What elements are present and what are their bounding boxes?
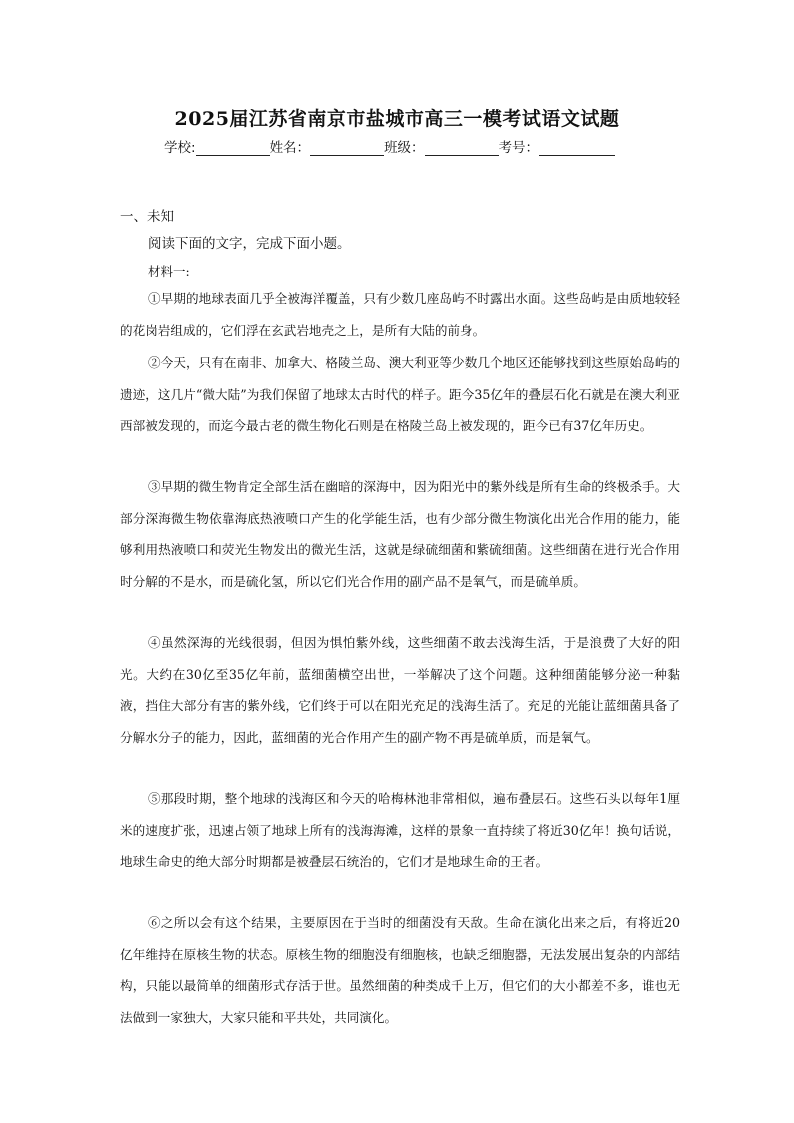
- school-label: 学校:: [164, 140, 196, 156]
- class-label: 班级：: [384, 140, 425, 156]
- reading-instruction: 阅读下面的文字，完成下面小题。: [148, 236, 351, 252]
- paragraph-3: ③早期的微生物肯定全部生活在幽暗的深海中，因为阳光中的紫外线是所有生命的终极杀手。大部分深海微生物依靠海底热液喷口产生的化学能生活，也有少部分微生物演化出光合作用的能力，能够利用热液喷口和荧光生物发出的微光生活，这就是绿硫细菌和紫硫细菌。这些细菌在进行光合作用时分解的不是水，而是硫化氢，所以它们光合作用的副产品不是氧气，而是硫单质。: [120, 479, 680, 589]
- paragraph-6: ⑥之所以会有这个结果，主要原因在于当时的细菌没有天敌。生命在演化出来之后，有将近20亿年维持在原核生物的状态。原核生物的细胞没有细胞核，也缺乏细胞器，无法发展出复杂的内部结构，只能以最简单的细菌形式存活于世。虽然细菌的种类成千上万，但它们的大小都差不多，谁也无法做到一家独大，大家只能和平共处，共同演化。: [120, 915, 680, 1025]
- class-blank[interactable]: [425, 140, 499, 156]
- paragraph-4: ④虽然深海的光线很弱，但因为惧怕紫外线，这些细菌不敢去浅海生活，于是浪费了大好的阳光。大约在30亿至35亿年前，蓝细菌横空出世，一举解决了这个问题。这种细菌能够分泌一种黏液，挡住大部分有害的紫外线，它们终于可以在阳光充足的浅海生活了。充足的光能让蓝细菌具备了分解水分子的能力，因此，蓝细菌的光合作用产生的副产物不再是硫单质，而是氧气。: [120, 635, 680, 745]
- name-blank[interactable]: [310, 140, 384, 156]
- section-heading: 一、未知: [120, 209, 174, 225]
- paragraph-2: ②今天，只有在南非、加拿大、格陵兰岛、澳大利亚等少数几个地区还能够找到这些原始岛屿的遗迹，这几片“微大陆”为我们保留了地球太古时代的样子。距今35亿年的叠层石化石就是在澳大利亚西部被发现的，而迄今最古老的微生物化石则是在格陵兰岛上被发现的，距今已有37亿年历史。: [120, 355, 680, 433]
- name-label: 姓名：: [269, 140, 311, 156]
- paragraph-1: ①早期的地球表面几乎全被海洋覆盖，只有少数几座岛屿不时露出水面。这些岛屿是由质地较轻的花岗岩组成的，它们浮在玄武岩地壳之上，是所有大陆的前身。: [120, 291, 680, 338]
- exam-no-blank[interactable]: [539, 140, 615, 156]
- exam-no-label: 考号：: [498, 140, 540, 156]
- document-title: 2025届江苏省南京市盐城市高三一模考试语文试题: [174, 108, 620, 130]
- student-info-line: [164, 136, 615, 156]
- school-blank[interactable]: [196, 140, 270, 156]
- material-label: 材料一:: [148, 264, 190, 279]
- paragraph-5: ⑤那段时期，整个地球的浅海区和今天的哈梅林池非常相似，遍布叠层石。这些石头以每年1厘米的速度扩张，迅速占领了地球上所有的浅海海滩，这样的景象一直持续了将近30亿年！换句话说，地球生命史的绝大部分时期都是被叠层石统治的，它们才是地球生命的王者。: [120, 791, 680, 869]
